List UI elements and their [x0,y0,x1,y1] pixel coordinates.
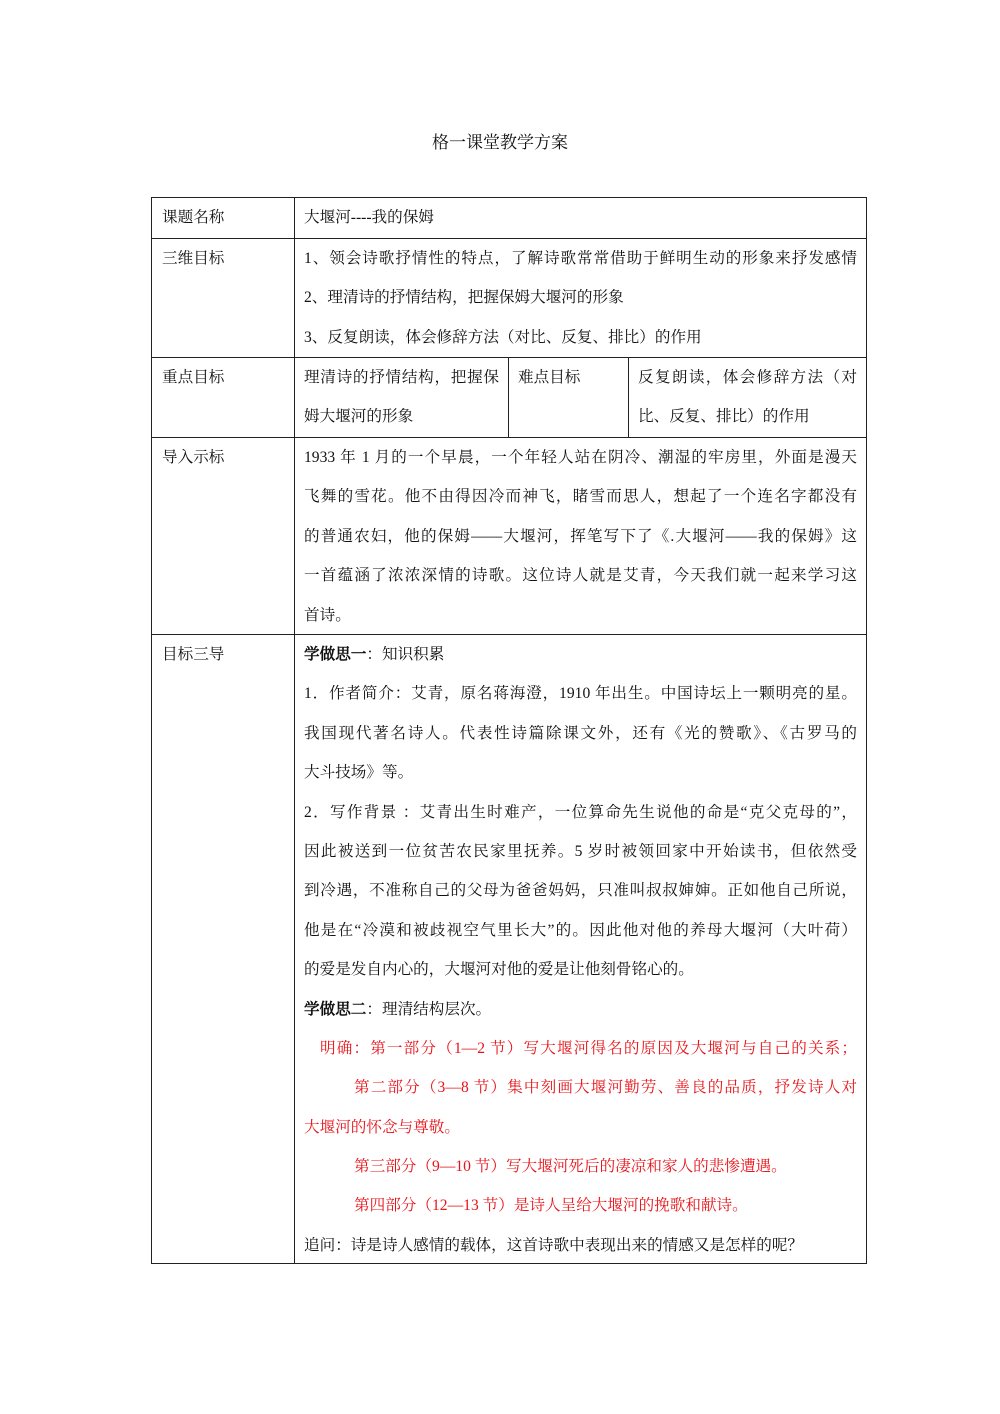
followup-question: 追问：诗是诗人感情的载体，这首诗歌中表现出来的情感又是怎样的呢？ [304,1236,804,1254]
intro-line: 的普通农妇，他的保姆——大堰河，挥笔写下了《.大堰河——我的保姆》这 [304,527,857,545]
goal-line: 3、反复朗读，体会修辞方法（对比、反复、排比）的作用 [304,328,702,346]
s1-line: 他是在“冷漠和被歧视空气里长大”的。因此他对他的养母大堰河（大叶荷） [304,921,857,939]
lesson-plan-table [151,197,867,1264]
label-topic: 课题名称 [162,209,225,226]
answer-line: 第二部分（3—8 节）集中刻画大堰河勤劳、善良的品质，抒发诗人对 [354,1079,857,1097]
s1-line: 我国现代著名诗人。代表性诗篇除课文外，还有《光的赞歌》、《古罗马的 [304,724,857,742]
answer-line: 第三部分（9—10 节）写大堰河死后的凄凉和家人的悲惨遭遇。 [354,1158,787,1176]
answer-line: 大堰河的怀念与尊敬。 [304,1118,460,1136]
label-goals: 三维目标 [162,250,225,267]
s1-line: 因此被送到一位贫苦农民家里抚养。5 岁时被领回家中开始读书，但依然受 [304,842,857,860]
topic-value: 大堰河----我的保姆 [304,209,434,226]
difficulty-line: 反复朗读，体会修辞方法（对 [638,369,857,386]
row-goals [152,238,866,357]
label-difficulty: 难点目标 [518,369,581,386]
intro-line: 1933 年 1 月的一个早晨，一个年轻人站在阴冷、潮湿的牢房里，外面是漫天 [304,449,857,466]
s1-line: 大斗技场》等。 [304,764,414,782]
answer-line: 明确：第一部分（1—2 节）写大堰河得名的原因及大堰河与自己的关系； [320,1039,857,1057]
section-1-heading: 学做思一：知识积累 [304,646,445,663]
difficulty-line: 比、反复、排比）的作用 [638,408,810,426]
key-line: 姆大堰河的形象 [304,408,414,426]
intro-line: 一首蕴涵了浓浓深情的诗歌。这位诗人就是艾青，今天我们就一起来学习这 [304,567,857,585]
row-intro [152,437,866,634]
s1-line: 到冷遇，不准称自己的父母为爸爸妈妈，只准叫叔叔婶婶。正如他自己所说， [304,882,857,900]
row-key [152,357,866,437]
intro-line: 飞舞的雪花。他不由得因冷而神飞，睹雪而思人，想起了一个连名字都没有 [304,488,857,506]
intro-line: 首诗。 [304,606,351,624]
row-topic [152,198,866,238]
document-title: 格一课堂教学方案 [432,133,568,152]
section-2-heading: 学做思二：理清结构层次。 [304,1000,492,1018]
answer-line: 第四部分（12—13 节）是诗人呈给大堰河的挽歌和献诗。 [354,1197,748,1215]
s1-line: 的爱是发自内心的，大堰河对他的爱是让他刻骨铭心的。 [304,961,694,979]
key-line: 理清诗的抒情结构，把握保 [304,369,499,386]
goal-line: 2、理清诗的抒情结构，把握保姆大堰河的形象 [304,289,624,307]
label-guide: 目标三导 [162,646,225,663]
s1-line: 2．写作背景 ：艾青出生时难产，一位算命先生说他的命是“克父克母的”， [304,803,857,821]
label-key: 重点目标 [162,369,225,386]
label-intro: 导入示标 [162,449,225,466]
s1-line: 1．作者简介：艾青，原名蒋海澄，1910 年出生。中国诗坛上一颗明亮的星。 [304,685,857,703]
goal-line: 1、领会诗歌抒情性的特点，了解诗歌常常借助于鲜明生动的形象来抒发感情 [304,250,857,267]
row-guide [152,634,866,1263]
